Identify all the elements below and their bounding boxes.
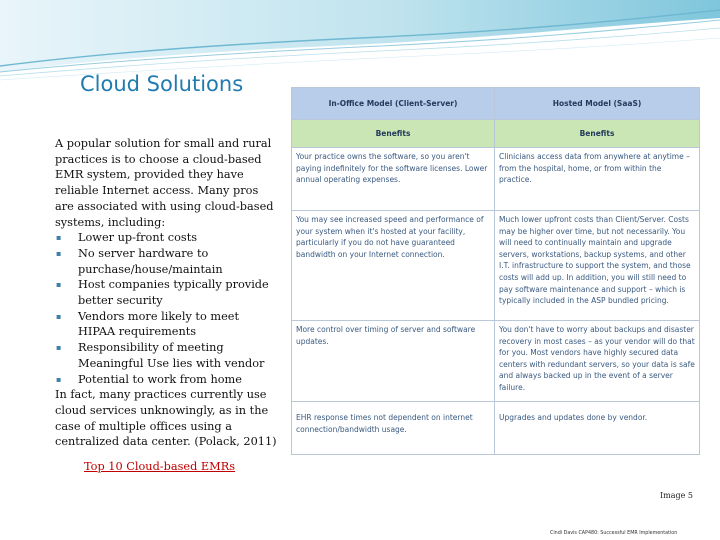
benefits-hosted: Benefits [495,120,700,148]
list-item: ▪ Potential to work from home [56,372,242,386]
table-row [292,402,700,455]
list-item: ▪ Lower up-front costs [56,231,198,245]
table-cell: You don't have to worry about backups and disaster recovery in most cases – as your vendor will do that for you. Most vendors have highly secured data centers with redundant servers, so your data is safe and always backed up in the event of a server failure. [495,321,700,402]
header-hosted: Hosted Model (SaaS) [495,88,700,120]
comparison-table [291,87,700,455]
table-row [292,148,700,211]
pros-list [55,230,277,387]
list-item: ▪ No server hardware to purchase/house/maintain [56,246,223,276]
top-10-cloud-emrs-link[interactable]: Top 10 Cloud-based EMRs [84,460,236,473]
square-bullet-icon: ▪ [56,343,62,353]
square-bullet-icon: ▪ [56,233,62,243]
table-cell: Upgrades and updates done by vendor. [495,402,700,455]
table-cell: Clinicians access data from anywhere at anytime – from the hospital, home, or from within the practice. [495,148,700,211]
benefits-in-office: Benefits [292,120,495,148]
square-bullet-icon: ▪ [56,280,62,290]
table-cell: Much lower upfront costs than Client/Server. Costs may be higher over time, but not necessarily. You will need to continually maintain and upgrade servers, workstations, backup systems, and other I.T. infrastructure to support the system, and those costs will add up. In addition, you will still need to pay software maintenance and support – which is typically included in the ASP bundled pricing. [495,211,700,321]
table-row [292,211,700,321]
table-cell: Your practice owns the software, so you aren't paying indefinitely for the software licenses. Lower annual operating expenses. [292,148,495,211]
list-item: ▪ Responsibility of meeting Meaningful Use lies with vendor [56,341,265,370]
square-bullet-icon: ▪ [56,248,62,258]
intro-paragraph: A popular solution for small and rural practices is to choose a cloud-based EMR system, provided they have reliable Internet access. Many pros are associated with using cloud-based systems, including: [55,137,274,229]
square-bullet-icon: ▪ [56,374,62,384]
image-caption: Image 5 [660,491,694,500]
list-item: ▪ Host companies typically provide better security [56,278,269,308]
header-in-office: In-Office Model (Client-Server) [292,88,495,120]
table-cell: More control over timing of server and software updates. [292,321,495,402]
table-subheader-row [292,120,700,148]
table-cell: EHR response times not dependent on internet connection/bandwidth usage. [292,402,495,455]
list-item: ▪ Vendors more likely to meet HIPAA requirements [56,309,239,339]
table-cell: You may see increased speed and performance of your system when it's hosted at your facility, particularly if you do not have guaranteed bandwidth on your Internet connection. [292,211,495,321]
table-row [292,321,700,402]
conclusion-paragraph: In fact, many practices currently use cloud services unknowingly, as in the case of multiple offices using a centralized data center. (Polack, 2011) [55,388,277,449]
slide-title: Cloud Solutions [80,72,244,96]
footer-text: Cindi Davis CAP480: Successful EMR Implementation [550,531,678,536]
table-header-row [292,88,700,120]
body-text [55,136,277,450]
square-bullet-icon: ▪ [56,311,62,321]
